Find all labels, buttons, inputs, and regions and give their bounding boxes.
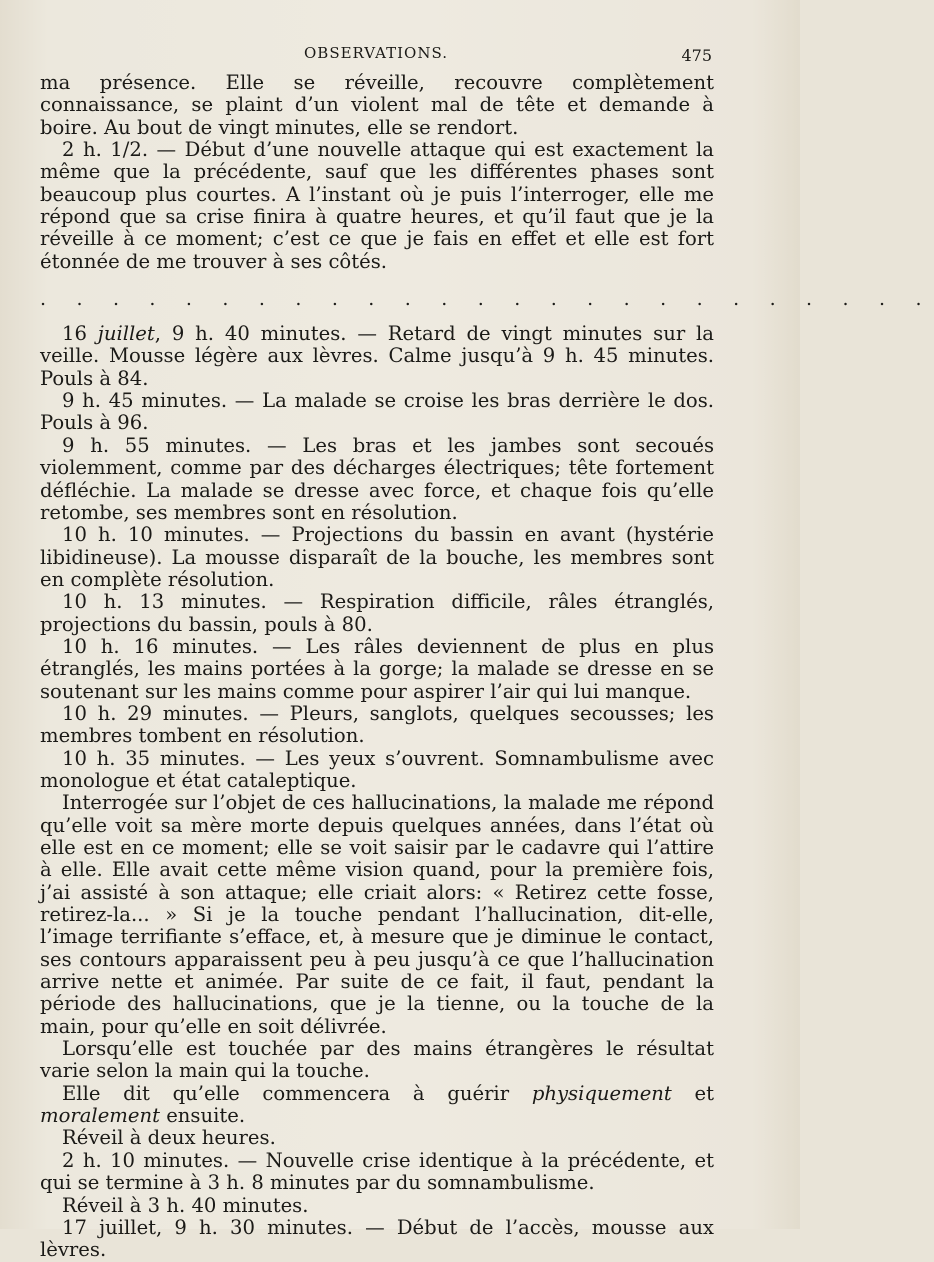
paragraph-10h29: 10 h. 29 minutes. — Pleurs, sanglots, quelques secousses; les membres tombent en résolution.	[40, 701, 714, 748]
paragraph-9h45: 9 h. 45 minutes. — La malade se croise les bras derrière le dos. Pouls à 96.	[40, 389, 714, 435]
paragraph-1: ma présence. Elle se réveille, recouvre complètement connaissance, se plaint d’un violent mal de tête et demande à boire. Au bout de vingt minutes, elle se rendort.	[40, 71, 714, 139]
emphasis-physiquement: physiquement	[531, 1081, 672, 1105]
paragraph-9h55: 9 h. 55 minutes. — Les bras et les jambes sont secoués violemment, comme par des décharges électriques; tête fortement défléchie. La malade se dresse avec force, et chaque fois qu’elle retombe, ses membres sont en résolution.	[40, 433, 714, 524]
entry-text: , 9 h. 40 minutes. — Retard de vingt minutes sur la veille. Mousse légère aux lèvres. Calme jusqu’à 9 h. 45 minutes. Pouls à 84.	[40, 322, 714, 390]
paragraph-2h10: 2 h. 10 minutes. — Nouvelle crise identique à la précédente, et qui se termine à 3 h. 8 minutes par du somnambulisme.	[40, 1148, 714, 1195]
paragraph-guerir	[40, 1083, 714, 1128]
date-month: juillet	[97, 322, 155, 346]
text-span: Elle dit qu’elle commencera à guérir	[62, 1081, 532, 1105]
text-span: et	[671, 1081, 714, 1105]
paragraph-touch: Lorsqu’elle est touchée par des mains étrangères le résultat varie selon la main qui la touche.	[40, 1037, 714, 1083]
ellipsis-separator	[40, 287, 934, 311]
paragraph-hallucinations: Interrogée sur l’objet de ces hallucinations, la malade me répond qu’elle voit sa mère morte depuis quelques années, dans l’état où elle est en ce moment; elle se voit saisir par le cadavre qui l’attire à elle. Elle avait cette même vision quand, pour la première fois, j’ai assisté à son attaque; elle criait alors: « Retirez cette fosse, retirez-la... » Si je la touche pendant l’hallucination, dit-elle, l’image terrifiante s’efface, et, à mesure que je diminue le contact, ses contours apparaissent peu à peu jusqu’à ce que l’hallucination arrive nette et animée. Par suite de ce fait, il faut, pendant la période des hallucinations, que je la tienne, ou la touche de la main, pour qu’elle en soit délivrée.	[40, 791, 714, 1038]
running-title: OBSERVATIONS.	[304, 44, 448, 62]
text-span: ensuite.	[159, 1104, 246, 1128]
paragraph-10h13: 10 h. 13 minutes. — Respiration difficile, râles étranglés, projections du bassin, pouls à 80.	[40, 590, 714, 636]
body-text	[40, 71, 934, 1262]
paragraph-17-juillet: 17 juillet, 9 h. 30 minutes. — Début de l’accès, mousse aux lèvres.	[40, 1215, 714, 1262]
date-day: 16	[62, 322, 87, 346]
page-number: 475	[681, 46, 712, 65]
paragraph-reveil-3h40: Réveil à 3 h. 40 minutes.	[62, 1193, 309, 1217]
paragraph-reveil-2h: Réveil à deux heures.	[62, 1126, 276, 1150]
paragraph-10h16: 10 h. 16 minutes. — Les râles deviennent de plus en plus étranglés, les mains portées à la gorge; la malade se dresse en se soutenant sur les mains comme pour aspirer l’air qui lui manque.	[40, 634, 714, 703]
dot-row: . . . . . . . . . . . . . . . . . . . . . . . . .	[40, 288, 934, 311]
paragraph-10h35: 10 h. 35 minutes. — Les yeux s’ouvrent. Somnambulisme avec monologue et état cataleptique.	[40, 746, 714, 792]
page-header	[40, 44, 712, 68]
paragraph-10h10: 10 h. 10 minutes. — Projections du bassin en avant (hystérie libidineuse). La mousse disparaît de la bouche, les membres sont en complète résolution.	[40, 523, 714, 591]
paragraph-16-juillet	[40, 323, 714, 390]
emphasis-moralement: moralement	[40, 1104, 160, 1128]
paragraph-2: 2 h. 1/2. — Début d’une nouvelle attaque qui est exactement la même que la précédente, sauf que les différentes phases sont beaucoup plus courtes. A l’instant où je puis l’interroger, elle me répond que sa crise finira à quatre heures, et qu’il faut que je la réveille à ce moment; c’est ce que je fais en effet et elle est fort étonnée de me trouver à ses côtés.	[40, 138, 714, 273]
